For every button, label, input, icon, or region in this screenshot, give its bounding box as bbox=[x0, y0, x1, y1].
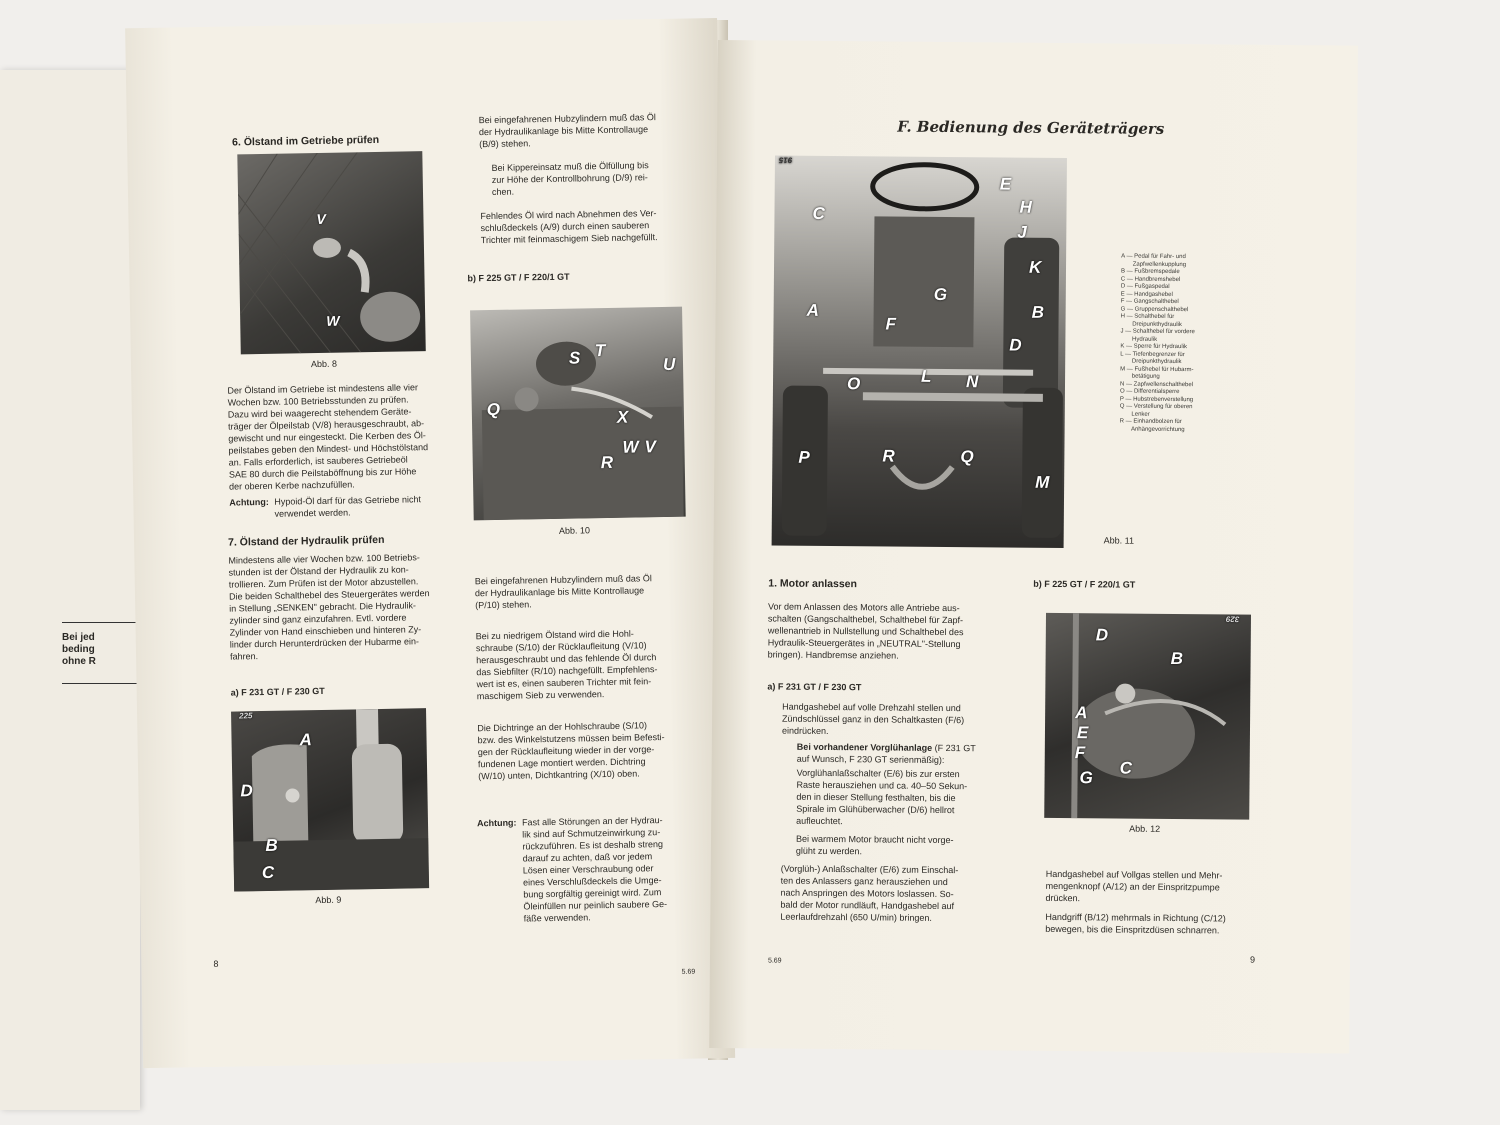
figure-9-label-a: A bbox=[299, 730, 312, 750]
figure-11-label-d: D bbox=[1009, 335, 1022, 355]
figure-10-label-v: V bbox=[644, 437, 656, 457]
figure-11-label-q: Q bbox=[960, 447, 974, 467]
section7-body: Mindestens alle vier Wochen bzw. 100 Betriebs- stunden ist der Ölstand der Hydraulik zu kon- trollieren. Zum Prüfen ist der Motor abzustellen. Die beiden Schalthebel des Steuergerätes werden in Stellung „SENKEN" gebracht. Die Hydraulik- zylinder sind ganz einzufahren. Evtl. vordere Zylinder von Hand einschieben und hinteren Zy- linder durch Herunterdrücken der Hubarme ein- fahren. bbox=[228, 552, 430, 662]
section6-title: 6. Ölstand im Getriebe prüfen bbox=[231, 133, 380, 149]
section1-body: Vor dem Anlassen des Motors alle Antriebe aus- schalten (Gangschalthebel, Schalthebel für Zapf- wellenantrieb in Nullstellung und Schalthebel des Hydraulik-Steuergerätes in „NEUTRAL"-Stellung bringen). Handbremse anziehen. bbox=[767, 601, 964, 661]
figure-10-label-t: T bbox=[594, 341, 606, 361]
col2-text-1: Bei eingefahrenen Hubzylindern muß das Öl der Hydraulikanlage bis Mitte Kontrollauge (B/9) stehen. bbox=[478, 112, 656, 150]
figure-10-label-w: W bbox=[622, 437, 639, 457]
figure-8-label-v: V bbox=[316, 210, 326, 228]
section7-title: 7. Ölstand der Hydraulik prüfen bbox=[227, 533, 385, 549]
left-footer-code: 5.69 bbox=[681, 968, 696, 976]
figure-12-label-f: F bbox=[1074, 743, 1086, 763]
attention-text: Hypoid-Öl darf für das Getriebe nicht verwendet werden. bbox=[274, 494, 422, 519]
steps-a: Handgashebel auf volle Drehzahl stellen und Zündschlüssel ganz in den Schaltkasten (F/6) eindrücken. bbox=[781, 701, 965, 736]
figure-11-legend: A — Pedal für Fahr- und Zapfwellenkupplung B — Fußbremspedale C — Handbremshebel D — Fußgaspedal E — Handgashebel F — Gangschalthebel G — Gruppenschalthebel H — Schalthebel für Dreipunkthydraulik J — Schalthebel für vordere Hydraulik K — Sperre für Hydraulik L — Tiefenbegrenzer für Dreipunkthydraulik M — Fußhebel für Hubarm- betätigung N — Zapfwellenschalthebel O — Differentialsperre P — Hubstrebenverstellung Q — Verstellung für oberen Lenker R — Einhandbolzen für Anhängevorrichtung bbox=[1119, 253, 1195, 433]
right-footer-code: 5.69 bbox=[767, 957, 782, 965]
glow-block bbox=[797, 741, 976, 767]
subhead-b: b) F 225 GT / F 220/1 GT bbox=[467, 271, 570, 284]
figure-11-label-a: A bbox=[806, 300, 820, 320]
underlying-page bbox=[0, 70, 140, 1110]
right-col2-text-1: Handgashebel auf Vollgas stellen und Mehr- mengenknopf (A/12) an der Einspritzpumpe drücken. bbox=[1045, 868, 1223, 904]
figure-9-photo bbox=[231, 708, 429, 891]
figure-11-label-m: M bbox=[1035, 472, 1050, 492]
right-page-title: F. Bedienung des Geräteträgers bbox=[897, 117, 1165, 138]
section6-body: Der Ölstand im Getriebe ist mindestens alle vier Wochen bzw. 100 Betriebsstunden zu prüfen. Dazu wird bei waagerecht stehendem Geräte- träger der Ölpeilstab (V/8) herausgeschraubt, ab- gewischt und nur eingesteckt. Die Kerben des Öl- peilstabes geben den Mindest- und Höchstölstand an. Falls erforderlich, ist sauberes Getriebeöl SAE 80 durch die Peilstaböffnung bis zur Höhe der oberen Kerbe nachzufüllen. bbox=[227, 382, 429, 492]
figure-10-label-u: U bbox=[662, 354, 676, 374]
attention-label: Achtung: bbox=[229, 496, 269, 508]
figure-11-label-l: L bbox=[920, 366, 932, 386]
figure-12-label-e: E bbox=[1076, 723, 1089, 743]
figure-11-label-h: H bbox=[1019, 197, 1032, 217]
figure-11-label-b: B bbox=[1031, 302, 1044, 322]
figure-12-label-a: A bbox=[1075, 703, 1088, 723]
left-page bbox=[125, 18, 735, 1068]
start-text: (Vorglüh-) Anlaßschalter (E/6) zum Einschal- ten des Anlassers ganz herausziehen und nach Anspringen des Motors loslassen. So- bald der Motor rundläuft, Handgashebel auf Leerlaufdrehzahl (650 U/min) bringen. bbox=[780, 863, 959, 923]
right-col2-text-2: Handgriff (B/12) mehrmals in Richtung (C/12) bewegen, bis die Einspritzdüsen schnarren. bbox=[1045, 911, 1226, 936]
figure-9-label-c: C bbox=[261, 862, 275, 883]
col2-text-5: Bei zu niedrigem Ölstand wird die Hohl- schraube (S/10) der Rücklaufleitung (V/10) herausgeschraubt und das fehlende Öl durch das Siebfilter (R/10) nachgefüllt. Empfehlens- wert ist es, einen sauberen Trichter mit fein- maschigem Sieb zu verwenden. bbox=[475, 628, 658, 702]
figure-11-label-j: J bbox=[1017, 222, 1027, 242]
figure-11-label-k: K bbox=[1028, 257, 1042, 277]
figure-10-label-x: X bbox=[616, 407, 629, 427]
figure-8-caption: Abb. 8 bbox=[310, 358, 338, 370]
figure-11-label-o: O bbox=[846, 374, 861, 394]
figure-11-label-p: P bbox=[798, 447, 810, 467]
figure-12-corner: 329 bbox=[1225, 614, 1240, 624]
figure-10-label-r: R bbox=[600, 452, 614, 473]
margin-rule-bottom bbox=[62, 683, 142, 684]
left-page-number: 8 bbox=[213, 958, 219, 969]
margin-page-text: Bei jed beding ohne R bbox=[62, 632, 96, 667]
figure-8-label-w: W bbox=[326, 312, 340, 329]
attention2-text: Fast alle Störungen an der Hydrau- lik sind auf Schmutzeinwirkung zu- rückzuführen. Es ist deshalb streng darauf zu achten, daß vor jedem Lösen einer Verschraubung oder eines Verschlußdeckels die Umge- bung sorgfältig gereinigt wird. Zum Öleinfüllen nur peinlich saubere Ge- fäße verwenden. bbox=[521, 815, 668, 924]
margin-rule-top bbox=[62, 622, 142, 623]
figure-10-caption: Abb. 10 bbox=[558, 525, 591, 536]
figure-8-photo bbox=[237, 151, 425, 354]
figure-12-label-d: D bbox=[1095, 625, 1109, 645]
figure-10-label-q: Q bbox=[486, 399, 501, 420]
figure-11-label-e: E bbox=[999, 174, 1012, 194]
figure-10-photo bbox=[470, 307, 686, 521]
right-page bbox=[709, 40, 1358, 1054]
figure-11-photo bbox=[772, 156, 1067, 549]
warm-text: Bei warmem Motor braucht nicht vorge- glüht zu werden. bbox=[795, 833, 954, 857]
glow-label: Bei vorhandener Vorglühanlage bbox=[796, 741, 933, 753]
attention2-label: Achtung: bbox=[476, 817, 517, 829]
figure-9-label-d: D bbox=[240, 781, 253, 801]
figure-12-label-b: B bbox=[1170, 648, 1183, 669]
glow-text: Vorglühanlaßschalter (E/6) bis zur ersten Raste herausziehen und ca. 40–50 Sekun- den in dieser Stellung festhalten, bis die Spirale im Glühüberwacher (D/6) hellrot aufleuchtet. bbox=[796, 767, 968, 827]
col2-text-6: Die Dichtringe an der Hohlschraube (S/10) bzw. des Winkelstutzens müssen beim Befesti- gen der Rücklaufleitung wieder in der vorge- fundenen Lage montiert werden. Dichtring (W/10) unten, Dichtkantring (X/10) oben. bbox=[477, 720, 665, 782]
figure-12-label-c: C bbox=[1119, 758, 1133, 778]
col2-text-4: Bei eingefahrenen Hubzylindern muß das Öl der Hydraulikanlage bis Mitte Kontrollauge (P/10) stehen. bbox=[474, 573, 652, 611]
figure-10-drawing bbox=[470, 307, 686, 521]
figure-11-label-r: R bbox=[882, 446, 895, 466]
figure-10-label-s: S bbox=[568, 348, 581, 368]
figure-11-corner: 915 bbox=[778, 155, 793, 165]
figure-9-corner: 225 bbox=[239, 711, 253, 721]
section1-title: 1. Motor anlassen bbox=[768, 577, 858, 591]
figure-9-caption: Abb. 9 bbox=[315, 894, 342, 906]
figure-12-caption: Abb. 12 bbox=[1129, 823, 1161, 834]
col2-text-3: Fehlendes Öl wird nach Abnehmen des Ver- schlußdeckels (A/9) durch einen sauberen Trichter mit feinmaschigem Sieb nachgefüllt. bbox=[480, 208, 658, 246]
figure-11-label-g: G bbox=[933, 284, 948, 305]
subhead-a-right: a) F 231 GT / F 230 GT bbox=[767, 681, 862, 693]
figure-11-label-n: N bbox=[965, 372, 979, 392]
right-page-number: 9 bbox=[1249, 954, 1256, 965]
figure-9-label-b: B bbox=[265, 835, 278, 856]
subhead-b-right: b) F 225 GT / F 220/1 GT bbox=[1033, 578, 1136, 590]
figure-11-label-f: F bbox=[885, 314, 897, 334]
figure-11-caption: Abb. 11 bbox=[1103, 535, 1135, 546]
figure-12-label-g: G bbox=[1079, 768, 1093, 788]
subhead-a: a) F 231 GT / F 230 GT bbox=[230, 685, 325, 698]
col2-text-2: Bei Kippereinsatz muß die Ölfüllung bis zur Höhe der Kontrollbohrung (D/9) rei- chen. bbox=[491, 160, 649, 197]
figure-12-photo bbox=[1044, 613, 1251, 820]
figure-11-label-c: C bbox=[812, 203, 825, 223]
glow-rest: (F 231 GT auf Wunsch, F 230 GT serienmäßig): bbox=[796, 742, 976, 766]
